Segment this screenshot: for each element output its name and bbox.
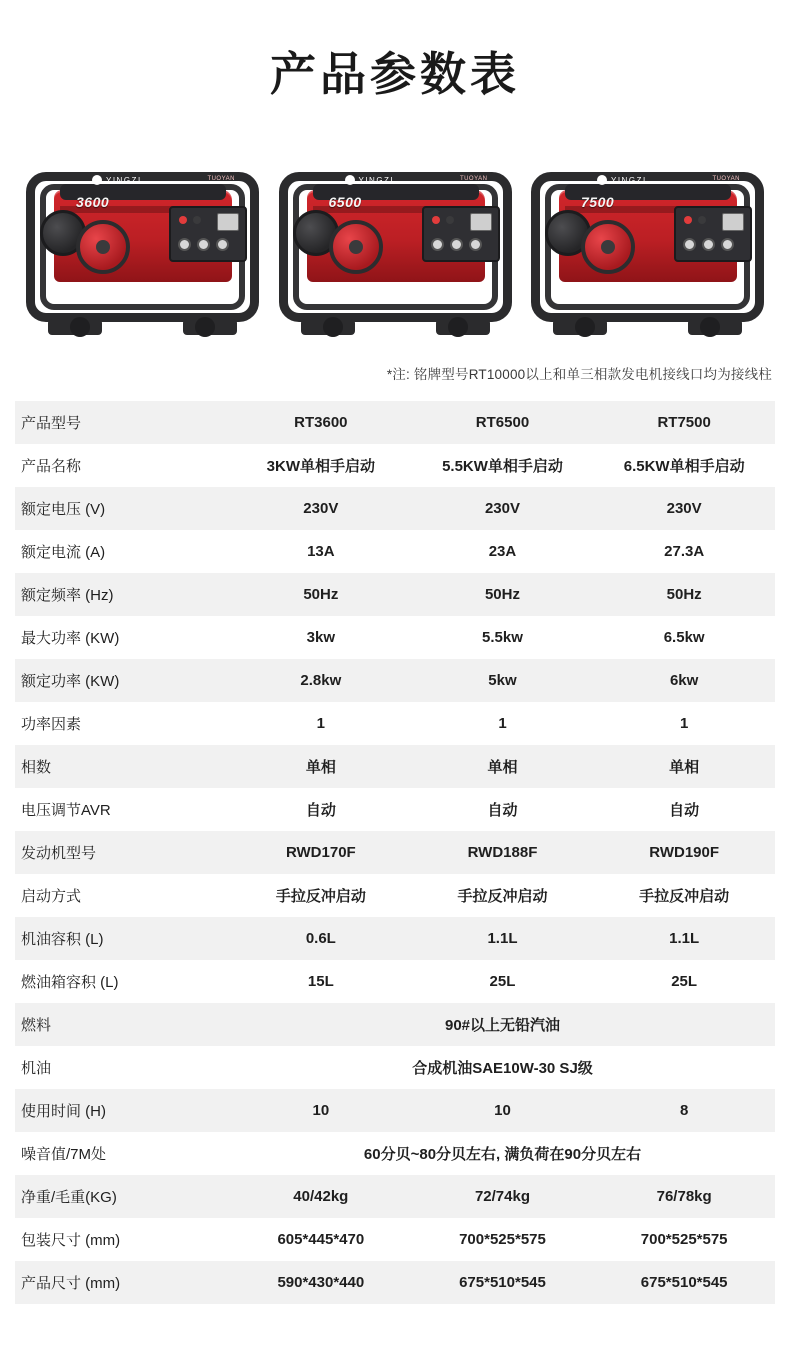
spec-label: 机油容积 (L): [21, 931, 104, 948]
spec-label: 电压调节AVR: [21, 802, 111, 819]
spec-value: 1: [316, 715, 325, 732]
product-image-1: [20, 164, 265, 339]
indicator-led-icon: [684, 216, 692, 224]
spec-value: 675*510*545: [459, 1274, 546, 1291]
spec-value: 5kw: [488, 672, 517, 689]
spec-value: 27.3A: [664, 543, 705, 560]
spec-value: 10: [494, 1102, 511, 1119]
wheel-icon: [575, 317, 595, 337]
spec-value: 0.6L: [305, 930, 336, 947]
spec-value: 6.5KW单相手启动: [623, 458, 745, 475]
spec-value-merged: 90#以上无铅汽油: [444, 1017, 561, 1034]
table-row: [15, 745, 775, 788]
recoil-starter-icon: [329, 220, 383, 274]
table-row: [15, 444, 775, 487]
spec-label: 产品尺寸 (mm): [21, 1275, 121, 1292]
spec-label: 相数: [21, 759, 52, 776]
brand-tag: TUOYAN: [207, 176, 235, 182]
spec-label: 额定电压 (V): [21, 501, 106, 518]
spec-value: 25L: [671, 973, 698, 990]
outlet-socket-icon: [450, 238, 463, 251]
recoil-starter-icon: [76, 220, 130, 274]
table-row: [15, 616, 775, 659]
outlet-socket-icon: [702, 238, 715, 251]
spec-value: 1.1L: [669, 930, 700, 947]
table-row: [15, 917, 775, 960]
spec-value: 6.5kw: [663, 629, 705, 646]
spec-value: 自动: [305, 802, 336, 819]
spec-value: 10: [312, 1102, 330, 1119]
spec-label: 发动机型号: [21, 845, 97, 862]
spec-value: 自动: [487, 802, 518, 819]
spec-value: RT3600: [294, 414, 348, 431]
table-row: [15, 1003, 775, 1046]
spec-label: 噪音值/7M处: [21, 1146, 107, 1163]
spec-label: 燃料: [21, 1017, 52, 1034]
spec-value: 230V: [666, 500, 702, 517]
brand-label: YINGZI: [106, 176, 142, 185]
spec-value: 72/74kg: [474, 1188, 530, 1205]
wheel-icon: [195, 317, 215, 337]
brand-logo-icon: [345, 175, 355, 185]
spec-value: 6kw: [669, 672, 699, 689]
brand-logo-icon: [92, 175, 102, 185]
spec-value: 单相: [669, 759, 700, 776]
table-row: [15, 401, 775, 444]
outlet-socket-icon: [431, 238, 444, 251]
voltmeter-icon: [722, 213, 744, 231]
brand-label: YINGZI: [358, 176, 395, 185]
spec-value: 40/42kg: [293, 1188, 349, 1205]
indicator-led-icon: [179, 216, 187, 224]
spec-label: 产品名称: [21, 458, 82, 475]
spec-value: 13A: [307, 543, 335, 560]
spec-label: 产品型号: [21, 415, 82, 432]
spec-label: 使用时间 (H): [21, 1103, 106, 1120]
spec-value: 675*510*545: [640, 1274, 728, 1291]
spec-value: 700*525*575: [459, 1231, 546, 1248]
spec-value: 76/78kg: [656, 1188, 712, 1205]
table-row: [15, 573, 775, 616]
table-row: [15, 487, 775, 530]
table-row: [15, 788, 775, 831]
spec-label: 额定频率 (Hz): [21, 587, 114, 604]
spec-label: 功率因素: [21, 716, 82, 733]
control-panel: [169, 206, 247, 262]
spec-value: 3KW单相手启动: [266, 458, 375, 475]
product-image-3: [525, 164, 770, 339]
brand-tag: TUOYAN: [712, 176, 740, 182]
page-title: 产品参数表: [270, 48, 520, 100]
table-row: [15, 1175, 775, 1218]
brand-label: YINGZI: [611, 176, 647, 185]
indicator-led-icon: [432, 216, 440, 224]
table-row: [15, 659, 775, 702]
table-row: [15, 960, 775, 1003]
spec-value: 手拉反冲启动: [275, 888, 366, 905]
spec-value: 手拉反冲启动: [457, 888, 548, 905]
spec-label: 净重/毛重(KG): [21, 1189, 117, 1206]
wheel-icon: [448, 317, 468, 337]
table-row: [15, 1089, 775, 1132]
control-panel: [674, 206, 752, 262]
spec-value: RWD170F: [285, 844, 356, 861]
spec-label: 最大功率 (KW): [21, 630, 120, 647]
spec-label: 额定电流 (A): [21, 544, 106, 561]
spec-value: 23A: [488, 543, 517, 560]
product-image-gallery: [0, 114, 790, 339]
spec-value: 2.8kw: [300, 672, 342, 689]
outlet-socket-icon: [683, 238, 696, 251]
spec-value: 单相: [305, 759, 336, 776]
outlet-socket-icon: [216, 238, 229, 251]
spec-value: 50Hz: [303, 586, 339, 603]
spec-value: RWD188F: [467, 844, 538, 861]
spec-value: 15L: [307, 973, 334, 990]
table-row: [15, 702, 775, 745]
spec-value: 1.1L: [487, 930, 518, 947]
model-badge: 7500: [581, 194, 615, 210]
spec-value: 1: [498, 715, 507, 732]
indicator-led-off-icon: [698, 216, 706, 224]
indicator-led-off-icon: [193, 216, 201, 224]
spec-label: 燃油箱容积 (L): [21, 974, 119, 991]
spec-value: 50Hz: [484, 586, 520, 603]
spec-value: 230V: [303, 500, 339, 517]
spec-value: 单相: [487, 759, 518, 776]
spec-value: 50Hz: [666, 586, 702, 603]
wheel-icon: [700, 317, 720, 337]
model-badge: 3600: [76, 194, 110, 210]
spec-value: 700*525*575: [640, 1231, 728, 1248]
table-row: [15, 874, 775, 917]
spec-value: 5.5KW单相手启动: [442, 458, 563, 475]
wheel-icon: [323, 317, 343, 337]
spec-value: 5.5kw: [482, 629, 523, 646]
outlet-socket-icon: [721, 238, 734, 251]
table-row: [15, 1218, 775, 1261]
indicator-led-off-icon: [446, 216, 454, 224]
outlet-socket-icon: [178, 238, 191, 251]
spec-value: 230V: [484, 500, 520, 517]
table-row: [15, 1261, 775, 1304]
spec-label: 额定功率 (KW): [21, 673, 120, 690]
spec-value: RWD190F: [649, 844, 720, 861]
table-row: [15, 1046, 775, 1089]
spec-label: 机油: [21, 1060, 52, 1077]
spec-value: 3kw: [306, 629, 335, 646]
recoil-starter-icon: [581, 220, 635, 274]
spec-table: [15, 401, 775, 1304]
model-badge: 6500: [328, 194, 362, 210]
control-panel: [422, 206, 500, 262]
spec-value: 605*445*470: [277, 1231, 365, 1248]
spec-value-merged: 60分贝~80分贝左右, 满负荷在90分贝左右: [363, 1146, 642, 1163]
wheel-icon: [70, 317, 90, 337]
spec-value: RT6500: [475, 414, 530, 431]
table-row: [15, 1132, 775, 1175]
spec-label: 包装尺寸 (mm): [21, 1232, 121, 1249]
spec-value-merged: 合成机油SAE10W-30 SJ级: [412, 1060, 593, 1077]
spec-value: 25L: [489, 973, 516, 990]
product-image-2: [273, 164, 518, 339]
spec-label: 启动方式: [21, 888, 82, 905]
voltmeter-icon: [470, 213, 492, 231]
spec-value: 8: [679, 1102, 689, 1119]
spec-value: RT7500: [657, 414, 711, 431]
spec-value: 590*430*440: [277, 1274, 365, 1291]
spec-value: 自动: [669, 802, 700, 819]
voltmeter-icon: [217, 213, 239, 231]
outlet-socket-icon: [469, 238, 482, 251]
brand-logo-icon: [597, 175, 607, 185]
spec-value: 手拉反冲启动: [639, 888, 730, 905]
brand-tag: TUOYAN: [459, 176, 488, 182]
outlet-socket-icon: [197, 238, 210, 251]
table-row: [15, 530, 775, 573]
spec-value: 1: [679, 715, 689, 732]
footnote: *注: 铭牌型号RT10000以上和单三相款发电机接线口均为接线柱: [386, 367, 772, 382]
table-row: [15, 831, 775, 874]
